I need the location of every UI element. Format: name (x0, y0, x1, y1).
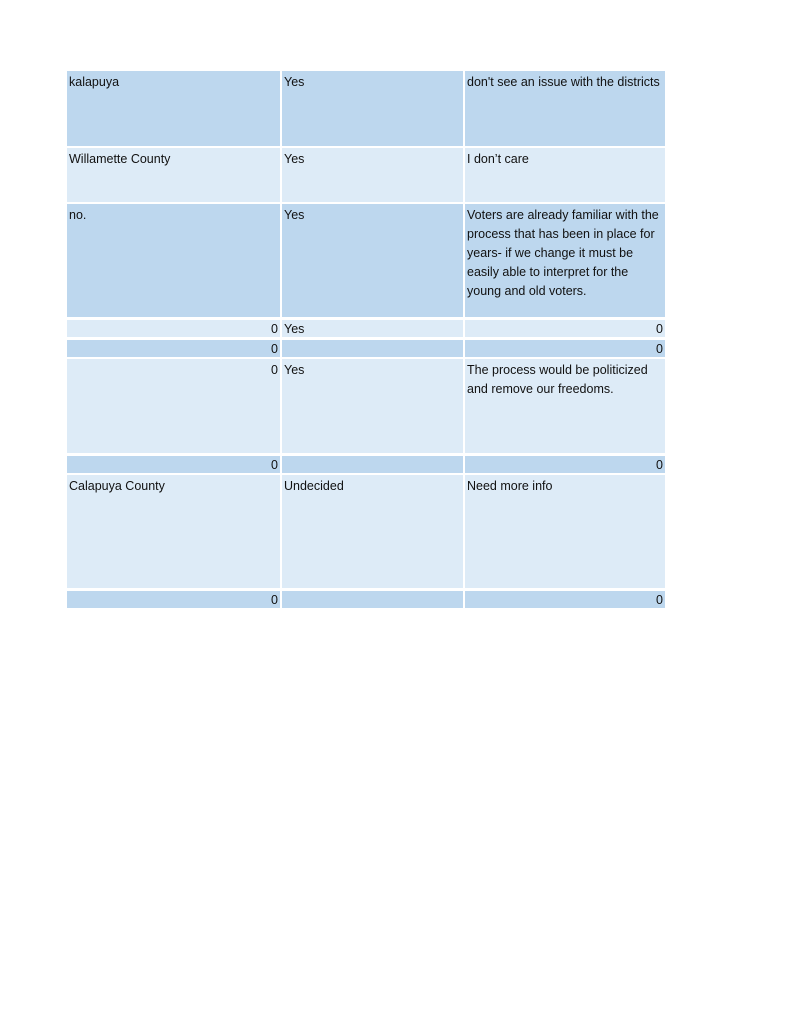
comment-cell: 0 (465, 340, 665, 357)
table-row (67, 455, 665, 473)
table-row (67, 204, 665, 317)
county-cell: 0 (67, 340, 280, 357)
vote-cell: Yes (282, 148, 463, 202)
vote-cell: Undecided (282, 475, 463, 588)
comment-cell: Need more info (465, 475, 665, 588)
vote-cell: Yes (282, 320, 463, 337)
county-cell: 0 (67, 591, 280, 608)
county-cell: 0 (67, 320, 280, 337)
county-cell: Willamette County (67, 148, 280, 202)
comment-cell: 0 (465, 320, 665, 337)
comment-cell: 0 (465, 456, 665, 473)
comment-cell: Voters are already familiar with the process that has been in place for years- if we change it must be easily able to interpret for the young and old voters. (465, 204, 665, 317)
county-cell: Calapuya County (67, 475, 280, 588)
county-cell: no. (67, 204, 280, 317)
table-row (67, 339, 665, 357)
table-row (67, 590, 665, 608)
vote-cell: Yes (282, 359, 463, 453)
county-cell: 0 (67, 456, 280, 473)
vote-cell (282, 456, 463, 473)
comment-cell: 0 (465, 591, 665, 608)
table-row (67, 359, 665, 453)
spreadsheet-table (67, 71, 665, 610)
comment-cell: I don’t care (465, 148, 665, 202)
table-row (67, 148, 665, 202)
table-row (67, 71, 665, 146)
comment-cell: The process would be politicized and remove our freedoms. (465, 359, 665, 453)
table-row (67, 319, 665, 337)
vote-cell (282, 340, 463, 357)
county-cell: kalapuya (67, 71, 280, 146)
vote-cell: Yes (282, 204, 463, 317)
table-row (67, 475, 665, 588)
vote-cell (282, 591, 463, 608)
vote-cell: Yes (282, 71, 463, 146)
county-cell: 0 (67, 359, 280, 453)
comment-cell: don't see an issue with the districts (465, 71, 665, 146)
